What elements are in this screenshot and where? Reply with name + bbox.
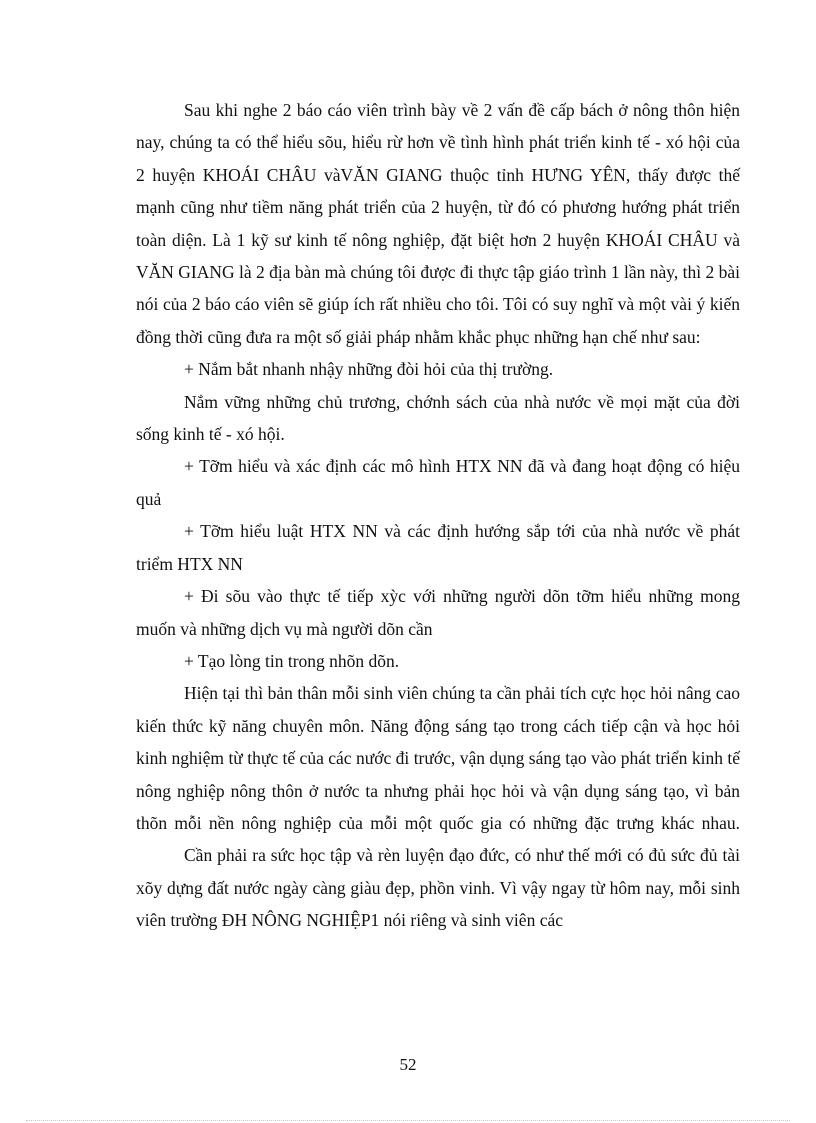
bullet-cooperative-models: + Tỡm hiểu và xác định các mô hình HTX NN đã và đang hoạt động có hiệu quả xyxy=(136,456,740,509)
bullet-cooperative-law: + Tỡm hiểu luật HTX NN và các định hướng sắp tới của nhà nước về phát triểm HTX NN xyxy=(136,521,740,574)
paragraph-conclusion: Cần phải ra sức học tập và rèn luyện đạo đức, có như thế mới có đủ sức đủ tài xõy dựng đất nước ngày càng giàu đẹp, phồn vinh. Vì vậy ngay từ hôm nay, mỗi sinh viên trường ĐH NÔNG NGHIỆP1 nói riêng và sinh viên các xyxy=(136,845,740,931)
page-bottom-divider xyxy=(26,1120,790,1121)
bullet-build-trust: + Tạo lòng tin trong nhõn dõn. xyxy=(184,650,400,671)
bullet-market-demands: + Nắm bắt nhanh nhậy những đòi hỏi của thị trường. xyxy=(184,359,554,380)
paragraph-students: Hiện tại thì bản thân mỗi sinh viên chúng ta cần phải tích cực học hỏi nâng cao kiến thức kỹ năng chuyên môn. Năng động sáng tạo trong cách tiếp cận và học hỏi kinh nghiệm từ thực tế của các nước đi trước, vận dụng sáng tạo vào phát triển kinh tế nông nghiệp nông thôn ở nước ta nhưng phải học hỏi và vận dụng sáng tạo, vì bản thõn mỗi nền nông nghiệp của mỗi một quốc gia có những đặc trưng khác nhau. xyxy=(136,683,740,833)
paragraph-intro: Sau khi nghe 2 báo cáo viên trình bày về 2 vấn đề cấp bách ở nông thôn hiện nay, chúng ta có thể hiểu sõu, hiểu rừ hơn về tình hình phát triển kinh tế - xó hội của 2 huyện KHOÁI CHÂU vàVĂN GIANG thuộc tỉnh HƯNG YÊN, thấy được thế mạnh cũng như tiềm năng phát triển của 2 huyện, từ đó có phương hướng phát triển toàn diện. Là 1 kỹ sư kinh tế nông nghiệp, đặt biệt hơn 2 huyện KHOÁI CHÂU và VĂN GIANG là 2 địa bàn mà chúng tôi được đi thực tập giáo trình 1 lần này, thì 2 bài nói của 2 báo cáo viên sẽ giúp ích rất nhiều cho tôi. Tôi có suy nghĩ và một vài ý kiến đồng thời cũng đưa ra một số giải pháp nhằm khắc phục những hạn chế như sau: xyxy=(136,100,740,347)
body-text xyxy=(136,94,740,937)
page-number: 52 xyxy=(399,1055,417,1074)
paragraph-policies: Nắm vững những chủ trương, chớnh sách của nhà nước về mọi mặt của đời sống kinh tế - xó hội. xyxy=(136,391,740,445)
bullet-field-research: + Đi sõu vào thực tế tiếp xỳc với những người dõn tỡm hiểu những mong muốn và những dịch vụ mà người dõn cần xyxy=(136,586,740,639)
